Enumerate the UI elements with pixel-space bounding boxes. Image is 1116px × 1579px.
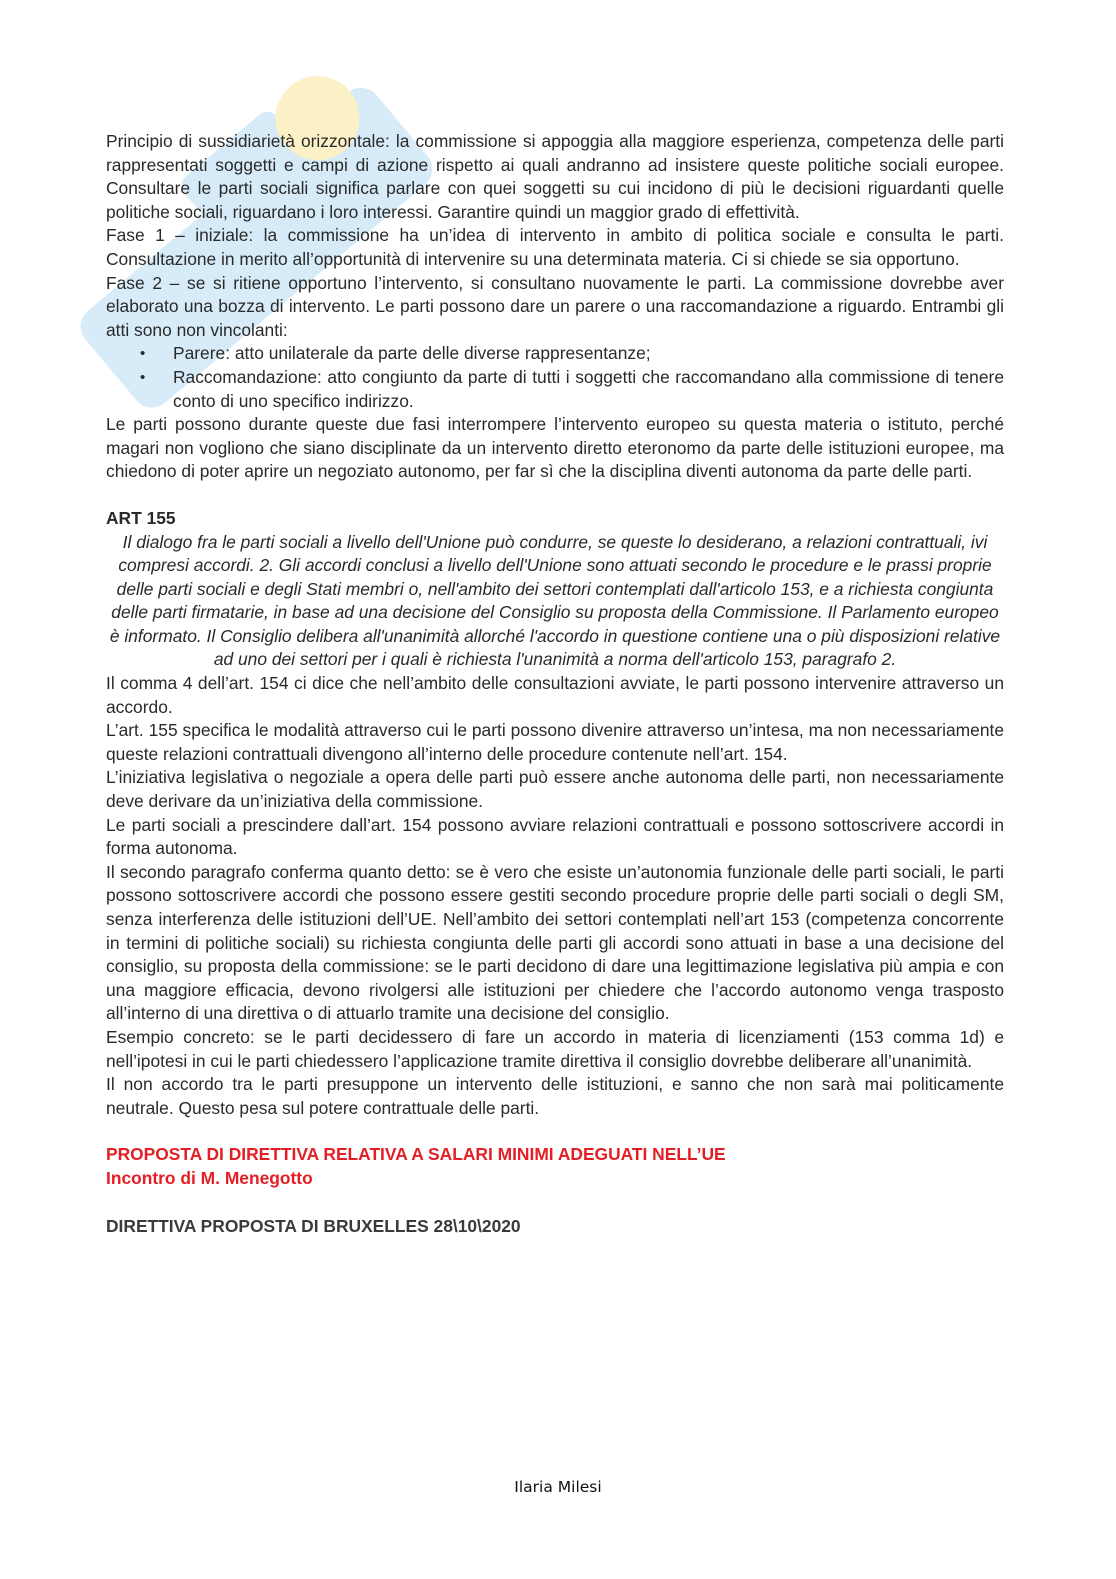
- article-title: ART 155: [106, 507, 176, 528]
- footer-author: Ilaria Milesi: [514, 1478, 602, 1496]
- paragraph-esempio: Esempio concreto: se le parti decidessero di fare un accordo in materia di licenziamenti (153 comma 1d) e nell’ipotesi in cui le parti chiedessero l’applicazione tramite direttiva il consiglio dovrebbe deliberare all’unanimità.: [106, 1026, 1004, 1071]
- paragraph-fase-2: Fase 2 – se si ritiene opportuno l’intervento, si consultano nuovamente le parti. La commissione dovrebbe aver elaborato una bozza di intervento. Le parti possono dare un parere o una raccomandazione a riguardo. Entrambi gli atti sono non vincolanti:: [106, 272, 1004, 340]
- heading-direttiva-bruxelles: DIRETTIVA PROPOSTA DI BRUXELLES 28\10\2020: [106, 1215, 521, 1236]
- bullet-raccomandazione: • Raccomandazione: atto congiunto da parte di tutti i soggetti che raccomandano alla commissione di tenere conto di uno specifico indirizzo.: [106, 366, 1004, 413]
- paragraph-sussidiarieta: Principio di sussidiarietà orizzontale: la commissione si appoggia alla maggiore esperienza, competenza delle parti rappresentati soggetti e campi di azione rispetto ai quali andranno ad insistere queste politiche sociali europee. Consultare le parti sociali significa parlare con quei soggetti su cui incidono di più le decisioni riguardanti quelle politiche sociali, riguardano i loro interessi. Garantire quindi un maggior grado di effettività.: [106, 131, 1004, 222]
- paragraph-interruzione: Le parti possono durante queste due fasi interrompere l’intervento europeo su questa materia o istituto, perché magari non vogliono che siano disciplinate da un intervento diretto eteronomo da parte delle istituzioni europee, ma chiedono di poter aprire un negoziato autonomo, per far sì che la disciplina diventi autonoma da parte delle parti.: [106, 414, 1004, 482]
- red-heading-block: [106, 1143, 1004, 1190]
- paragraph-iniziativa: L’iniziativa legislativa o negoziale a opera delle parti può essere anche autonoma delle parti, non necessariamente deve derivare da un’iniziativa della commissione.: [106, 767, 1004, 812]
- paragraph-art-155: L’art. 155 specifica le modalità attraverso cui le parti possono divenire attraverso un’intesa, ma non necessariamente queste relazioni contrattuali divengono all’interno delle procedure contenute nell’art. 154.: [106, 720, 1004, 764]
- paragraph-comma-4: Il comma 4 dell’art. 154 ci dice che nell’ambito delle consultazioni avviate, le parti possono intervenire attraverso un accordo.: [106, 673, 1004, 717]
- red-heading-incontro: Incontro di M. Menegotto: [106, 1167, 313, 1188]
- article-quote: Il dialogo fra le parti sociali a livello dell'Unione può condurre, se queste lo desiderano, a relazioni contrattuali, ivi compresi accordi. 2. Gli accordi conclusi a livello dell'Unione sono attuati secondo le procedure e le prassi proprie delle parti sociali e degli Stati membri o, nell'ambito dei settori contemplati dall'articolo 153, e a richiesta congiunta delle parti firmatarie, in base ad una decisione del Consiglio su proposta della Commissione. Il Parlamento europeo è informato. Il Consiglio delibera all'unanimità allorché l'accordo in questione contiene una o più disposizioni relative ad uno dei settori per i quali è richiesta l'unanimità a norma dell'articolo 153, paragrafo 2.: [109, 531, 1001, 670]
- paragraph-fase-1: Fase 1 – iniziale: la commissione ha un’idea di intervento in ambito di politica sociale e consulta le parti. Consultazione in merito all’opportunità di intervenire su una determinata materia. Ci si chiede se sia opportuno.: [106, 225, 1004, 269]
- paragraph-secondo-paragrafo: Il secondo paragrafo conferma quanto detto: se è vero che esiste un’autonomia funzionale delle parti sociali, le parti possono sottoscrivere accordi che possono essere gestiti secondo procedure proprie delle parti sociali o degli SM, senza interferenza delle istituzioni dell’UE. Nell’ambito dei settori contemplati nell’art 153 (competenza concorrente in termini di politiche sociali) su richiesta congiunta delle parti gli accordi sono attuati in base a una decisione del consiglio, su proposta della commissione: se le parti decidono di dare una legittimazione legislativa più ampia e con una maggiore efficacia, devono rivolgersi alle istituzioni per chiedere che l’accordo autonomo venga trasposto all’interno di una direttiva o di attuarlo tramite una decisione del consiglio.: [106, 861, 1004, 1024]
- bullet-list: [106, 342, 1004, 413]
- red-heading-proposta: PROPOSTA DI DIRETTIVA RELATIVA A SALARI MINIMI ADEGUATI NELL’UE: [106, 1144, 726, 1165]
- paragraph-non-accordo: Il non accordo tra le parti presuppone un intervento delle istituzioni, e sanno che non sarà mai politicamente neutrale. Questo pesa sul potere contrattuale delle parti.: [106, 1074, 1004, 1118]
- document-page: [106, 130, 1004, 1238]
- bullet-parere: • Parere: atto unilaterale da parte delle diverse rappresentanze;: [106, 342, 1004, 366]
- paragraph-parti-sociali: Le parti sociali a prescindere dall’art. 154 possono avviare relazioni contrattuali e possono sottoscrivere accordi in forma autonoma.: [106, 814, 1004, 859]
